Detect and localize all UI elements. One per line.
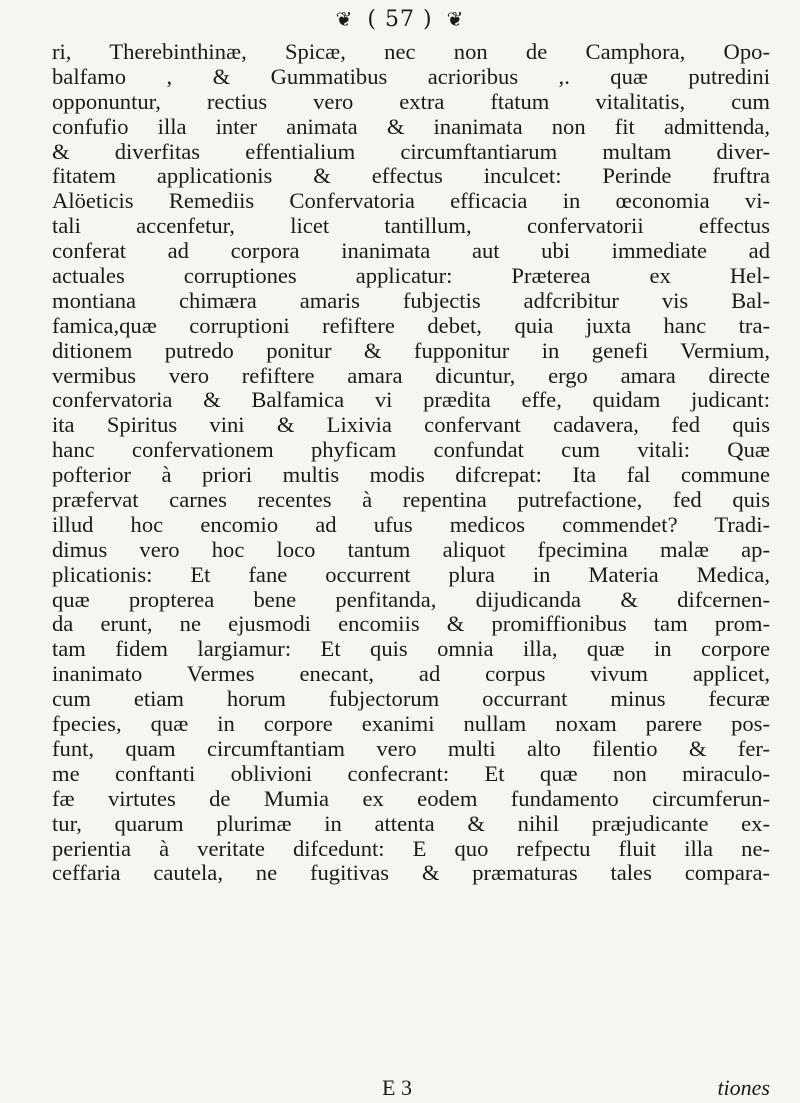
body-text — [52, 40, 770, 886]
text-line: præfervat carnes recentes à repentina putrefactione, fed quis — [52, 487, 770, 513]
text-line: perientia à veritate difcedunt: E quo refpectu fluit illa ne- — [52, 835, 770, 861]
page-header — [0, 6, 800, 32]
text-line: hanc confervationem phyficam confundat cum vitali: Quæ — [52, 437, 770, 463]
text-line: montiana chimæra amaris fubjectis adfcribitur vis Bal- — [52, 287, 770, 313]
text-line: ri, Therebinthinæ, Spicæ, nec non de Camphora, Opo- — [52, 39, 770, 64]
ornament-left-icon: ❦ — [335, 7, 354, 31]
page-number: ( 57 ) — [367, 6, 433, 32]
text-line: fitatem applicationis & effectus inculcet: Perinde fruftra — [52, 163, 770, 189]
text-line: ceffaria cautela, ne fugitivas & præmaturas tales compara- — [52, 860, 770, 886]
text-line: actuales corruptiones applicatur: Præterea ex Hel- — [52, 263, 770, 289]
text-line: ita Spiritus vini & Lixivia confervant cadavera, fed quis — [52, 412, 770, 438]
text-line: confufio illa inter animata & inanimata non fit admittenda, — [52, 113, 770, 139]
text-line: me conftanti oblivioni confecrant: Et quæ non miraculo- — [52, 760, 770, 786]
text-line: balfamo , & Gummatibus acrioribus ,. quæ putredini — [52, 63, 770, 89]
text-line: illud hoc encomio ad ufus medicos commendet? Tradi- — [52, 511, 770, 537]
text-line: opponuntur, rectius vero extra ftatum vitalitatis, cum — [52, 88, 770, 114]
text-line: pofterior à priori multis modis difcrepat: Ita fal commune — [52, 462, 770, 488]
text-line: fpecies, quæ in corpore exanimi nullam noxam parere pos- — [52, 711, 770, 737]
text-line: tali accenfetur, licet tantillum, confervatorii effectus — [52, 213, 770, 239]
text-line: famica,quæ corruptioni refiftere debet, quia juxta hanc tra- — [52, 312, 770, 338]
text-line: tam fidem largiamur: Et quis omnia illa, quæ in corpore — [52, 636, 770, 662]
text-line: funt, quam circumftantiam vero multi alto filentio & fer- — [52, 735, 770, 761]
text-line: confervatoria & Balfamica vi prædita effe, quidam judicant: — [52, 387, 770, 413]
text-line: conferat ad corpora inanimata aut ubi immediate ad — [52, 238, 770, 264]
text-line: plicationis: Et fane occurrent plura in Materia Medica, — [52, 561, 770, 587]
text-line: Alöeticis Remediis Confervatoria efficacia in œconomia vi- — [52, 188, 770, 214]
text-line: inanimato Vermes enecant, ad corpus vivum applicet, — [52, 661, 770, 687]
text-line: ditionem putredo ponitur & fupponitur in genefi Vermium, — [52, 337, 770, 363]
text-line: & diverfitas effentialium circumftantiarum multam diver- — [52, 138, 770, 164]
text-line: fæ virtutes de Mumia ex eodem fundamento circumferun- — [52, 785, 770, 811]
catchword: tiones — [717, 1075, 770, 1100]
text-line: vermibus vero refiftere amara dicuntur, ergo amara directe — [52, 362, 770, 388]
text-line: quæ propterea bene penfitanda, dijudicanda & difcernen- — [52, 586, 770, 612]
text-line: da erunt, ne ejusmodi encomiis & promiffionibus tam prom- — [52, 611, 770, 637]
ornament-right-icon: ❦ — [446, 7, 465, 31]
text-line: tur, quarum plurimæ in attenta & nihil præjudicante ex- — [52, 810, 770, 836]
text-line: cum etiam horum fubjectorum occurrant minus fecuræ — [52, 686, 770, 712]
text-line: dimus vero hoc loco tantum aliquot fpecimina malæ ap- — [52, 536, 770, 562]
signature-mark: E 3 — [382, 1075, 412, 1100]
